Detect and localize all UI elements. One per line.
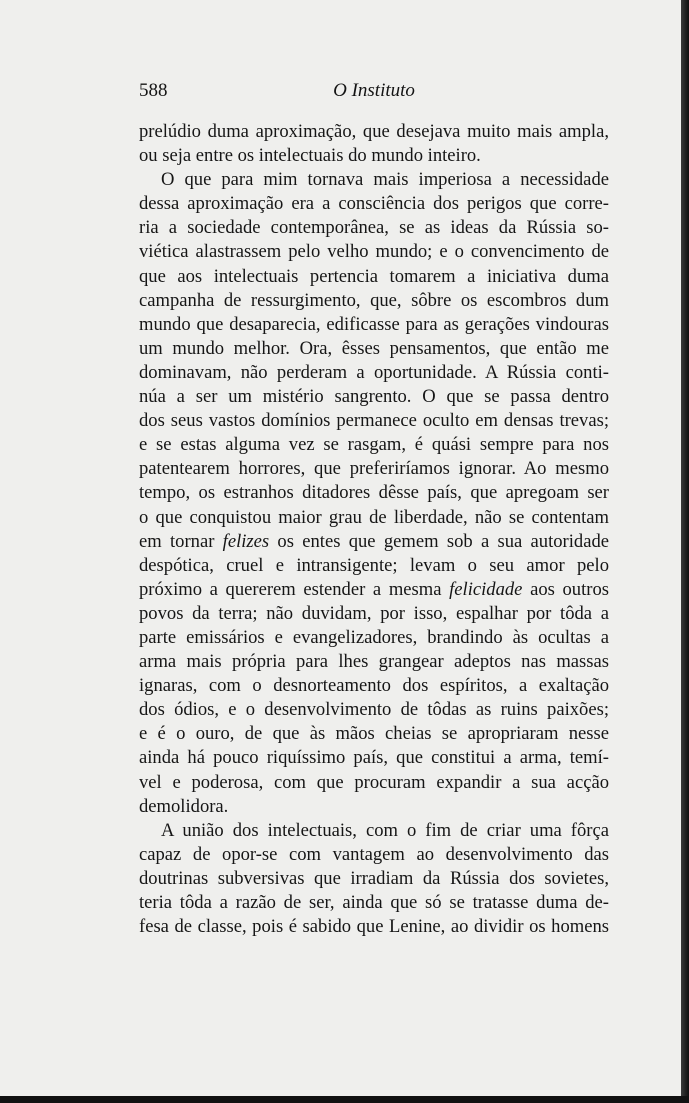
text-line: núa a ser um mistério sangrento. O que se passa dentro — [139, 386, 609, 408]
text-line: dos ódios, e o desenvolvimento de tôdas as ruins paixões; — [139, 699, 609, 721]
text-line: doutrinas subversivas que irradiam da Rússia dos sovietes, — [139, 867, 609, 889]
italic-word: felizes — [222, 530, 270, 552]
text-line: ignaras, com o desnorteamento dos espíritos, a exaltação — [139, 675, 609, 697]
text-line: parte emissários e evangelizadores, brandindo às ocultas a — [139, 626, 609, 648]
italic-word: felicidade — [449, 578, 523, 600]
text-line: O que para mim tornava mais imperiosa a necessidade — [161, 169, 609, 191]
text-line: e é o ouro, de que às mãos cheias se apropriaram nesse — [139, 723, 609, 745]
text-line: próximo a quererem estender a mesma felicidade aos outros — [139, 578, 609, 600]
text-line: despótica, cruel e intransigente; levam o seu amor pelo — [139, 554, 609, 576]
text-line: e se estas alguma vez se rasgam, é quási sempre para nos — [139, 434, 609, 456]
text-line: arma mais própria para lhes grangear adeptos nas massas — [139, 651, 609, 673]
text-line: que aos intelectuais pertencia tomarem a iniciativa duma — [139, 265, 609, 287]
text-line: tempo, os estranhos ditadores dêsse país, que apregoam ser — [139, 482, 609, 504]
text-line: patentearem horrores, que preferiríamos ignorar. Ao mesmo — [139, 458, 609, 480]
text-line: dessa aproximação era a consciência dos perigos que corre- — [139, 193, 609, 215]
text-line: povos da terra; não duvidam, por isso, espalhar por tôda a — [139, 602, 609, 624]
text-line: ainda há pouco riquíssimo país, que constitui a arma, temí- — [139, 747, 609, 769]
body-text — [139, 120, 609, 939]
text-line: um mundo melhor. Ora, êsses pensamentos, que então me — [139, 337, 609, 359]
text-line: A união dos intelectuais, com o fim de criar uma fôrça — [161, 819, 609, 841]
text-line: o que conquistou maior grau de liberdade, não se contentam — [139, 506, 609, 528]
text-line: mundo que desaparecia, edificasse para as gerações vindouras — [139, 313, 609, 335]
page-header — [139, 76, 609, 106]
text-line: prelúdio duma aproximação, que desejava muito mais ampla, — [139, 121, 609, 142]
running-title: O Instituto — [333, 80, 415, 101]
text-line: ou seja entre os intelectuais do mundo inteiro. — [139, 145, 481, 167]
page-number: 588 — [139, 80, 168, 101]
text-line: campanha de ressurgimento, que, sôbre os escombros dum — [139, 289, 609, 311]
text-line: viética alastrassem pelo velho mundo; e o convencimento de — [139, 241, 609, 263]
text-line: capaz de opor-se com vantagem ao desenvolvimento das — [139, 843, 609, 865]
text-line: vel e poderosa, com que procuram expandir a sua acção — [139, 771, 609, 793]
text-line: fesa de classe, pois é sabido que Lenine, ao dividir os homens — [139, 916, 609, 938]
text-line: teria tôda a razão de ser, ainda que só se tratasse duma de- — [139, 892, 609, 913]
text-line: em tornar felizes os entes que gemem sob a sua autoridade — [139, 530, 609, 552]
text-line: demolidora. — [139, 795, 229, 817]
scan-edge-bottom — [0, 1096, 689, 1103]
text-line: dominavam, não perderam a oportunidade. A Rússia conti- — [139, 361, 609, 383]
text-line: dos seus vastos domínios permanece oculto em densas trevas; — [139, 410, 609, 432]
scan-edge-right — [681, 0, 689, 1103]
text-line: ria a sociedade contemporânea, se as ideas da Rússia so- — [139, 217, 609, 239]
